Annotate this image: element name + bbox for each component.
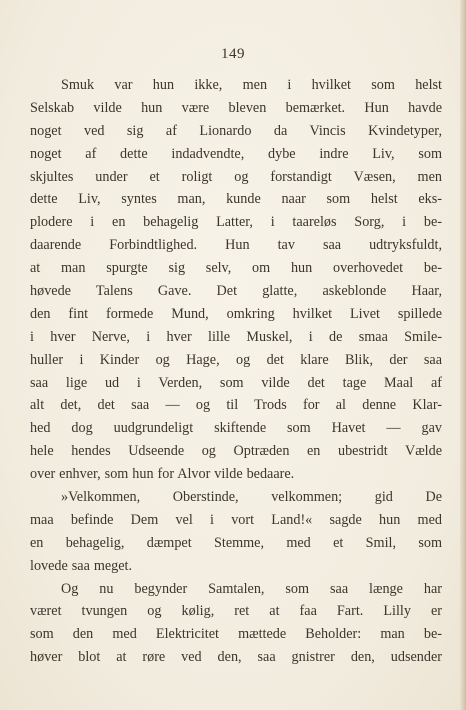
text-line: været tvungen og kølig, ret at faa Fart. Lilly er [30,603,442,620]
text-line: lovede saa meget. [30,557,133,574]
text-line: Smuk var hun ikke, men i hvilket som helst [61,77,442,93]
text-line: som den med Elektricitet mættede Beholder: man be- [30,626,442,643]
text-line: alt det, det saa — og til Trods for al denne Klar- [30,397,442,414]
text-line: maa befinde Dem vel i vort Land!« sagde hun med [30,511,442,528]
text-line: høvede Talens Gave. Det glatte, askeblonde Haar, [30,283,442,300]
text-line: noget ved sig af Lionardo da Vincis Kvindetyper, [30,122,442,139]
text-line: at man spurgte sig selv, om hun overhovedet be- [30,260,442,277]
text-line: hele hendes Udseende og Optræden en ubestridt Vælde [30,443,442,460]
text-line: Og nu begynder Samtalen, som saa længe har [61,580,442,597]
text-line: i hver Nerve, i hver lille Muskel, i de smaa Smile- [30,328,442,345]
text-line: noget af dette indadvendte, dybe indre Liv, som [30,145,442,162]
text-line: over enhver, som hun for Alvor vilde bedaare. [30,466,295,483]
text-line: hed dog uudgrundeligt skiftende som Havet — gav [30,420,442,437]
text-line: Selskab vilde hun være bleven bemærket. Hun havde [30,99,442,116]
text-line: saa lige ud i Verden, som vilde det tage Maal af [30,374,442,391]
text-line: huller i Kinder og Hage, og det klare Blik, der saa [30,351,442,368]
text-line: skjultes under et roligt og forstandigt Væsen, men [30,168,442,185]
page-edge [460,0,466,710]
text-line: en behagelig, dæmpet Stemme, med et Smil, som [30,534,442,551]
text-line: daarende Forbindtlighed. Hun tav saa udtryksfuldt, [30,237,442,254]
page-number: 149 [221,46,245,62]
text-line: høver blot at røre ved den, saa gnistrer den, udsender [30,649,442,666]
text-line: dette Liv, syntes man, kunde naar som helst eks- [30,191,442,208]
text-line: den fint formede Mund, omkring hvilket Livet spillede [30,305,442,322]
text-line: »Velkommen, Oberstinde, velkommen; gid De [61,489,442,506]
body-text [30,74,442,669]
text-line: plodere i en behagelig Latter, i taareløs Sorg, i be- [30,214,442,231]
